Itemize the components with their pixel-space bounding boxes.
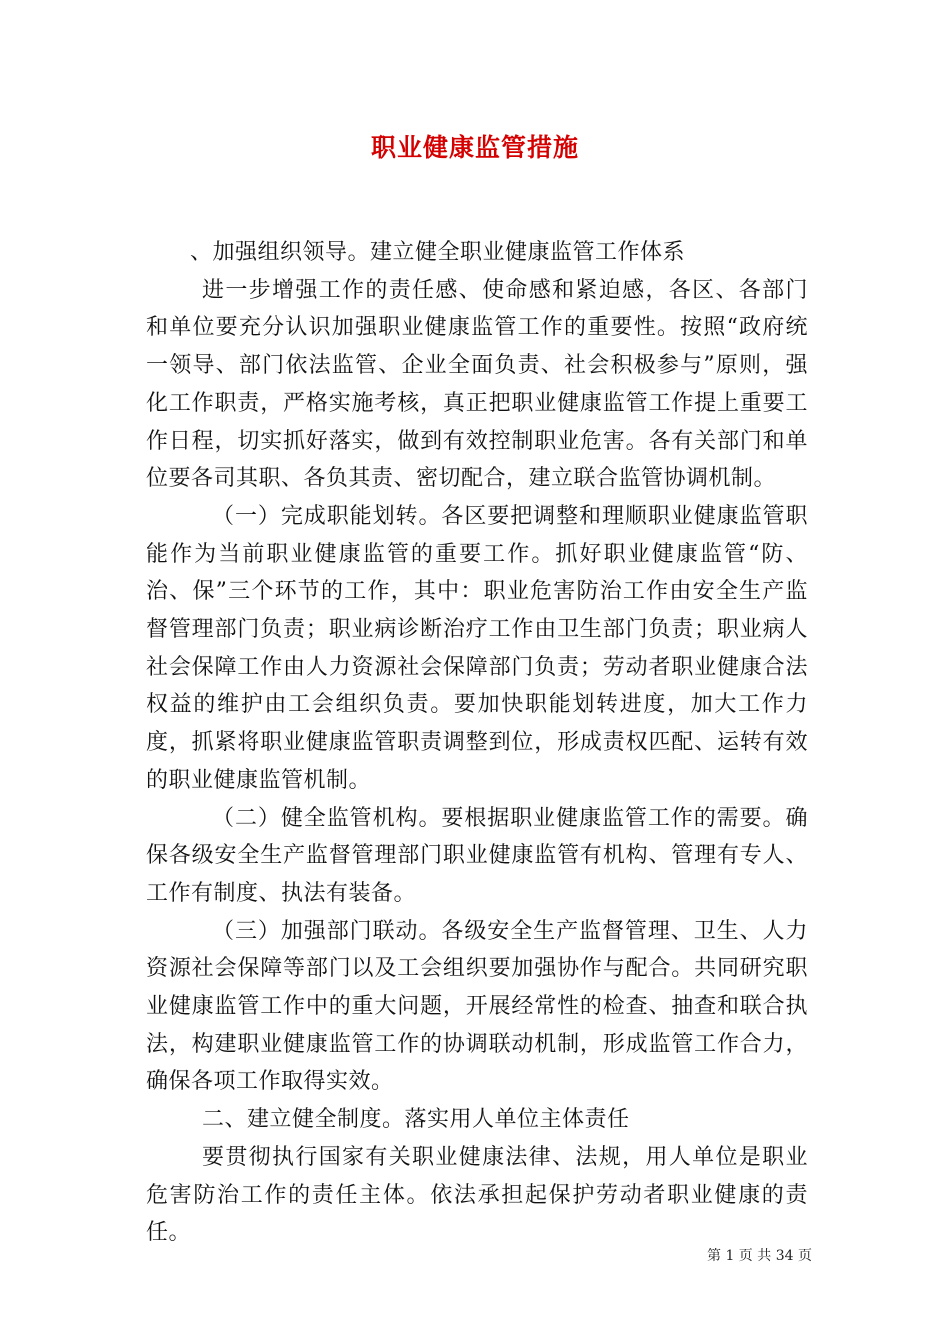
document-body: [146, 234, 808, 1252]
body-paragraph: 要贯彻执行国家有关职业健康法律、法规，用人单位是职业危害防治工作的责任主体。依法承担起保护劳动者职业健康的责任。: [146, 1144, 808, 1246]
document-title: 职业健康监管措施: [370, 133, 579, 162]
subsection-paragraph: （一）完成职能划转。各区要把调整和理顺职业健康监管职能作为当前职业健康监管的重要工作。抓好职业健康监管“防、治、保”三个环节的工作，其中：职业危害防治工作由安全生产监督管理部门负责；职业病诊断治疗工作由卫生部门负责；职业病人社会保障工作由人力资源社会保障部门负责；劳动者职业健康合法权益的维护由工会组织负责。要加快职能划转进度，加大工作力度，抓紧将职业健康监管职责调整到位，形成责权匹配、运转有效的职业健康监管机制。: [146, 503, 808, 793]
section-heading: 、加强组织领导。建立健全职业健康监管工作体系: [190, 240, 686, 265]
subsection-paragraph: （二）健全监管机构。要根据职业健康监管工作的需要。确保各级安全生产监督管理部门职业健康监管有机构、管理有专人、工作有制度、执法有装备。: [146, 805, 808, 906]
page-number: 第 1 页 共 34 页: [707, 1248, 812, 1264]
subsection-paragraph: （三）加强部门联动。各级安全生产监督管理、卫生、人力资源社会保障等部门以及工会组织要加强协作与配合。共同研究职业健康监管工作中的重大问题，开展经常性的检查、抽查和联合执法，构建职业健康监管工作的协调联动机制，形成监管工作合力，确保各项工作取得实效。: [146, 918, 808, 1095]
section-heading: 二、建立健全制度。落实用人单位主体责任: [202, 1107, 630, 1133]
body-paragraph: 进一步增强工作的责任感、使命感和紧迫感，各区、各部门和单位要充分认识加强职业健康监管工作的重要性。按照“政府统一领导、部门依法监管、企业全面负责、社会积极参与”原则，强化工作职责，严格实施考核，真正把职业健康监管工作提上重要工作日程，切实抓好落实，做到有效控制职业危害。各有关部门和单位要各司其职、各负其责、密切配合，建立联合监管协调机制。: [146, 277, 808, 492]
